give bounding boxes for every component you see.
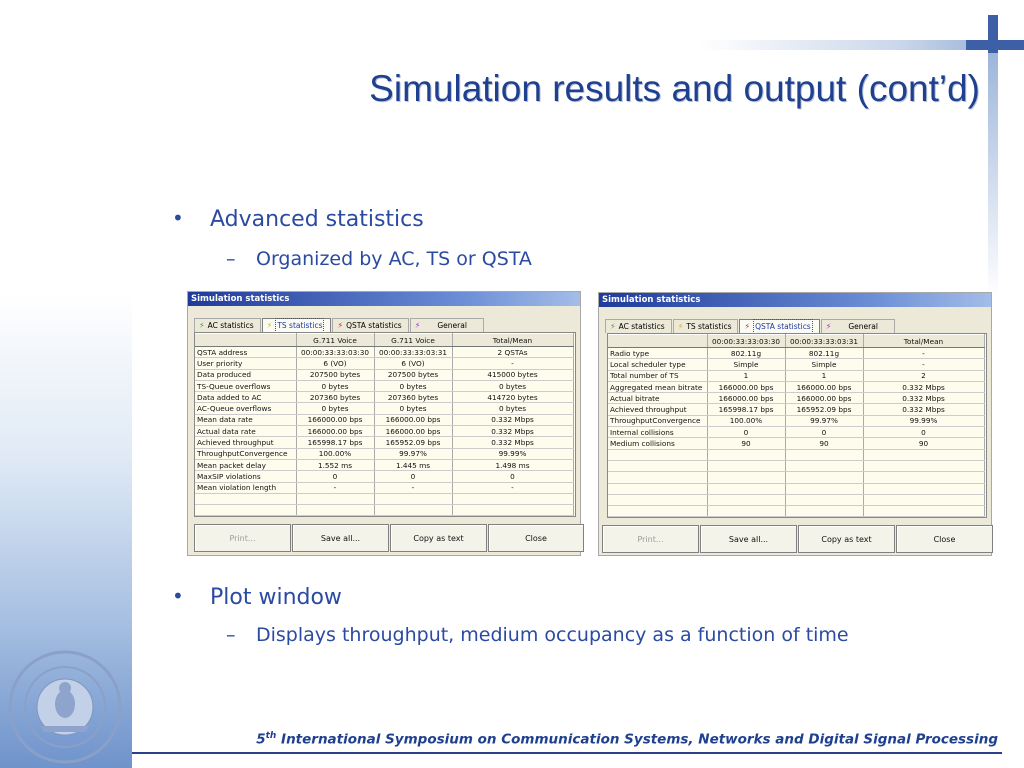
table-cell: 0.332 Mbps xyxy=(452,426,573,437)
print-button[interactable]: Print... xyxy=(194,524,291,552)
table-cell: Mean packet delay xyxy=(195,459,296,470)
table-row xyxy=(195,437,573,448)
sub-dash: – xyxy=(226,624,236,646)
table-cell: Data produced xyxy=(195,369,296,380)
lightning-green-icon: ⚡ xyxy=(610,322,616,331)
table-cell xyxy=(863,472,984,483)
tab-label: AC statistics xyxy=(618,322,665,331)
table-cell xyxy=(785,460,863,471)
tab-label: General xyxy=(437,321,467,330)
copy-as-text-button[interactable]: Copy as text xyxy=(390,524,487,552)
table-cell: 00:00:33:33:03:30 xyxy=(296,347,374,358)
table-cell: 2 xyxy=(863,370,984,381)
table-cell: 0 bytes xyxy=(296,403,374,414)
table-cell: Medium collisions xyxy=(608,438,707,449)
table-cell: 0.332 Mbps xyxy=(452,414,573,425)
table-cell: 0 bytes xyxy=(374,380,452,391)
footer-rule xyxy=(132,752,1002,754)
table-cell: 802.11g xyxy=(707,348,785,359)
table-cell: Achieved throughput xyxy=(608,404,707,415)
dialog-title: Simulation statistics xyxy=(188,292,580,306)
table-cell xyxy=(785,472,863,483)
sub-bullet-displays xyxy=(226,624,849,646)
table-cell: ThroughputConvergence xyxy=(608,415,707,426)
table-cell xyxy=(785,506,863,517)
bullet-plot-window xyxy=(172,584,342,610)
table-cell: AC-Queue overflows xyxy=(195,403,296,414)
table-cell xyxy=(374,493,452,504)
table-cell: 1.445 ms xyxy=(374,459,452,470)
table-cell: Simple xyxy=(785,359,863,370)
empty-table-row xyxy=(195,493,573,504)
table-cell xyxy=(863,449,984,460)
lightning-green-icon: ⚡ xyxy=(199,321,205,330)
table-cell: 99.97% xyxy=(785,415,863,426)
table-cell: 165952.09 bps xyxy=(374,437,452,448)
table-cell: - xyxy=(452,358,573,369)
table-cell: 207360 bytes xyxy=(374,392,452,403)
table-cell: 0.332 Mbps xyxy=(863,404,984,415)
column-header: G.711 Voice xyxy=(296,334,374,347)
table-cell xyxy=(452,493,573,504)
table-cell: 00:00:33:33:03:31 xyxy=(374,347,452,358)
empty-table-row xyxy=(608,494,984,505)
table-cell xyxy=(707,449,785,460)
table-cell: 0 xyxy=(374,471,452,482)
table-cell: Radio type xyxy=(608,348,707,359)
table-cell xyxy=(707,472,785,483)
table-cell: 1.498 ms xyxy=(452,459,573,470)
table-cell: Actual data rate xyxy=(195,426,296,437)
table-cell: 0.332 Mbps xyxy=(863,381,984,392)
table-cell xyxy=(863,494,984,505)
tab-label: AC statistics xyxy=(207,321,254,330)
lightning-red-icon: ⚡ xyxy=(337,321,344,330)
table-row xyxy=(195,380,573,391)
sub-bullet-organized xyxy=(226,248,532,270)
empty-table-row xyxy=(195,505,573,516)
table-row xyxy=(608,438,984,449)
table-row xyxy=(608,381,984,392)
table-cell: User priority xyxy=(195,358,296,369)
table-cell: 100.00% xyxy=(707,415,785,426)
table-cell: - xyxy=(863,359,984,370)
table-row xyxy=(195,471,573,482)
footer-text xyxy=(256,731,998,748)
stats-grid[interactable] xyxy=(607,333,987,518)
table-row xyxy=(608,359,984,370)
table-cell: 0.332 Mbps xyxy=(863,393,984,404)
table-cell: Total number of TS xyxy=(608,370,707,381)
table-cell: 166000.00 bps xyxy=(296,414,374,425)
tab-general[interactable] xyxy=(410,318,484,332)
table-cell: 166000.00 bps xyxy=(374,426,452,437)
table-cell: 1.552 ms xyxy=(296,459,374,470)
button-bar xyxy=(194,524,584,552)
print-button[interactable]: Print... xyxy=(602,525,699,553)
tab-ts-statistics[interactable] xyxy=(673,319,739,333)
table-cell: QSTA address xyxy=(195,347,296,358)
lightning-red-icon: ⚡ xyxy=(744,322,751,331)
sub-bullet-text: Displays throughput, medium occupancy as a function of time xyxy=(256,624,849,646)
table-row xyxy=(195,414,573,425)
table-row xyxy=(195,369,573,380)
table-row xyxy=(608,415,984,426)
empty-table-row xyxy=(608,472,984,483)
table-cell: 2 QSTAs xyxy=(452,347,573,358)
right-decor-bar xyxy=(988,48,998,298)
lightning-yellow-icon: ⚡ xyxy=(266,321,273,330)
table-cell xyxy=(785,449,863,460)
column-header: Total/Mean xyxy=(863,335,984,348)
copy-as-text-button[interactable]: Copy as text xyxy=(798,525,895,553)
table-cell: 99.99% xyxy=(452,448,573,459)
table-cell: 207360 bytes xyxy=(296,392,374,403)
column-header: 00:00:33:33:03:31 xyxy=(785,335,863,348)
table-cell xyxy=(863,506,984,517)
table-cell: 6 (VO) xyxy=(374,358,452,369)
university-seal-logo xyxy=(6,648,124,766)
table-cell: 415000 bytes xyxy=(452,369,573,380)
dialog-title: Simulation statistics xyxy=(599,293,991,307)
table-cell: Mean violation length xyxy=(195,482,296,493)
table-cell: 1 xyxy=(707,370,785,381)
table-cell: 0 xyxy=(296,471,374,482)
table-cell: 100.00% xyxy=(296,448,374,459)
table-row xyxy=(195,403,573,414)
table-cell xyxy=(608,494,707,505)
table-cell: - xyxy=(863,348,984,359)
table-cell xyxy=(707,460,785,471)
table-cell: Simple xyxy=(707,359,785,370)
table-cell: 0 xyxy=(785,427,863,438)
column-header xyxy=(608,335,707,348)
slide-title: Simulation results and output (cont’d) xyxy=(369,68,980,109)
table-cell: 90 xyxy=(863,438,984,449)
table-row xyxy=(195,358,573,369)
table-cell: Mean data rate xyxy=(195,414,296,425)
table-cell: 0 xyxy=(707,427,785,438)
lightning-yellow-icon: ⚡ xyxy=(677,322,684,331)
table-cell xyxy=(608,472,707,483)
empty-table-row xyxy=(608,506,984,517)
table-cell: 90 xyxy=(785,438,863,449)
cross-decor-horizontal xyxy=(966,40,1024,50)
table-cell: 6 (VO) xyxy=(296,358,374,369)
button-bar xyxy=(602,525,993,553)
table-row xyxy=(608,427,984,438)
table-cell: Local scheduler type xyxy=(608,359,707,370)
table-cell: Data added to AC xyxy=(195,392,296,403)
table-cell: 1 xyxy=(785,370,863,381)
close-button[interactable]: Close xyxy=(896,525,993,553)
table-cell: 99.97% xyxy=(374,448,452,459)
sub-bullet-text: Organized by AC, TS or QSTA xyxy=(256,248,532,270)
lightning-purple-icon: ⚡ xyxy=(825,322,832,331)
table-cell xyxy=(863,483,984,494)
table-row xyxy=(195,448,573,459)
bullet-dot: • xyxy=(172,206,184,230)
tab-strip xyxy=(605,319,896,333)
table-cell: 0 bytes xyxy=(296,380,374,391)
table-cell: 166000.00 bps xyxy=(707,393,785,404)
footer-ordinal: 5 xyxy=(256,731,266,748)
save-all-button[interactable]: Save all... xyxy=(700,525,797,553)
table-cell xyxy=(374,505,452,516)
table-cell: 166000.00 bps xyxy=(785,381,863,392)
table-row xyxy=(195,392,573,403)
footer-title: International Symposium on Communication Systems, Networks and Digital Signal Processing xyxy=(276,731,998,748)
table-cell xyxy=(707,483,785,494)
table-cell: 166000.00 bps xyxy=(707,381,785,392)
tab-label: QSTA statistics xyxy=(346,321,402,330)
table-cell: ThroughputConvergence xyxy=(195,448,296,459)
lightning-purple-icon: ⚡ xyxy=(414,321,421,330)
table-cell xyxy=(608,483,707,494)
table-cell xyxy=(863,460,984,471)
table-row xyxy=(195,482,573,493)
table-cell: 414720 bytes xyxy=(452,392,573,403)
dialog-right xyxy=(598,292,992,556)
dialog-left xyxy=(187,291,581,556)
table-cell xyxy=(195,505,296,516)
column-header: 00:00:33:33:03:30 xyxy=(707,335,785,348)
sub-dash: – xyxy=(226,248,236,270)
table-cell xyxy=(452,505,573,516)
table-cell xyxy=(785,483,863,494)
bullet-text: Advanced statistics xyxy=(210,207,424,232)
save-all-button[interactable]: Save all... xyxy=(292,524,389,552)
tab-ac-statistics[interactable] xyxy=(605,319,672,333)
table-row xyxy=(608,348,984,359)
stats-table xyxy=(195,333,574,516)
table-cell xyxy=(296,493,374,504)
table-row xyxy=(608,393,984,404)
empty-table-row xyxy=(608,449,984,460)
table-row xyxy=(195,459,573,470)
table-cell xyxy=(296,505,374,516)
table-cell: 165998.17 bps xyxy=(296,437,374,448)
tab-qsta-statistics[interactable] xyxy=(332,318,408,332)
table-cell: 165952.09 bps xyxy=(785,404,863,415)
table-cell: TS-Queue overflows xyxy=(195,380,296,391)
bullet-dot: • xyxy=(172,584,184,608)
top-decor-bar xyxy=(700,40,990,50)
stats-grid[interactable] xyxy=(194,332,576,517)
tab-qsta-statistics[interactable] xyxy=(739,319,819,333)
column-header: G.711 Voice xyxy=(374,334,452,347)
table-cell xyxy=(608,506,707,517)
table-cell: 0 bytes xyxy=(374,403,452,414)
table-cell: 0 bytes xyxy=(452,380,573,391)
column-header xyxy=(195,334,296,347)
table-cell: 207500 bytes xyxy=(374,369,452,380)
table-cell xyxy=(608,460,707,471)
stats-table xyxy=(608,334,985,517)
table-cell xyxy=(707,506,785,517)
table-cell: Aggregated mean bitrate xyxy=(608,381,707,392)
empty-table-row xyxy=(608,483,984,494)
tab-label: TS statistics xyxy=(275,318,324,333)
table-cell: 0.332 Mbps xyxy=(452,437,573,448)
table-cell: 0 xyxy=(452,471,573,482)
table-cell: 99.99% xyxy=(863,415,984,426)
table-row xyxy=(195,347,573,358)
column-header: Total/Mean xyxy=(452,334,573,347)
bullet-text: Plot window xyxy=(210,585,342,610)
table-cell: 165998.17 bps xyxy=(707,404,785,415)
table-cell: 802.11g xyxy=(785,348,863,359)
table-cell: 0 xyxy=(863,427,984,438)
table-cell xyxy=(195,493,296,504)
tab-strip xyxy=(194,318,485,332)
table-cell xyxy=(785,494,863,505)
table-cell: 90 xyxy=(707,438,785,449)
table-cell xyxy=(608,449,707,460)
tab-label: General xyxy=(848,322,878,331)
table-cell: MaxSIP violations xyxy=(195,471,296,482)
table-row xyxy=(608,404,984,415)
table-cell: - xyxy=(296,482,374,493)
tab-general[interactable] xyxy=(821,319,895,333)
footer-ordinal-suffix: th xyxy=(265,731,277,741)
table-cell: 0 bytes xyxy=(452,403,573,414)
table-cell: 166000.00 bps xyxy=(374,414,452,425)
tab-ts-statistics[interactable] xyxy=(262,318,332,332)
table-row xyxy=(608,370,984,381)
table-cell: 166000.00 bps xyxy=(296,426,374,437)
table-cell: - xyxy=(452,482,573,493)
table-cell: - xyxy=(374,482,452,493)
table-cell: Achieved throughput xyxy=(195,437,296,448)
table-cell: 207500 bytes xyxy=(296,369,374,380)
bullet-advanced-statistics xyxy=(172,206,424,232)
table-row xyxy=(195,426,573,437)
empty-table-row xyxy=(608,460,984,471)
tab-ac-statistics[interactable] xyxy=(194,318,261,332)
tab-label: TS statistics xyxy=(686,322,732,331)
table-cell: 166000.00 bps xyxy=(785,393,863,404)
table-cell: Internal collisions xyxy=(608,427,707,438)
close-button[interactable]: Close xyxy=(488,524,584,552)
table-cell: Actual bitrate xyxy=(608,393,707,404)
table-cell xyxy=(707,494,785,505)
tab-label: QSTA statistics xyxy=(753,319,813,334)
